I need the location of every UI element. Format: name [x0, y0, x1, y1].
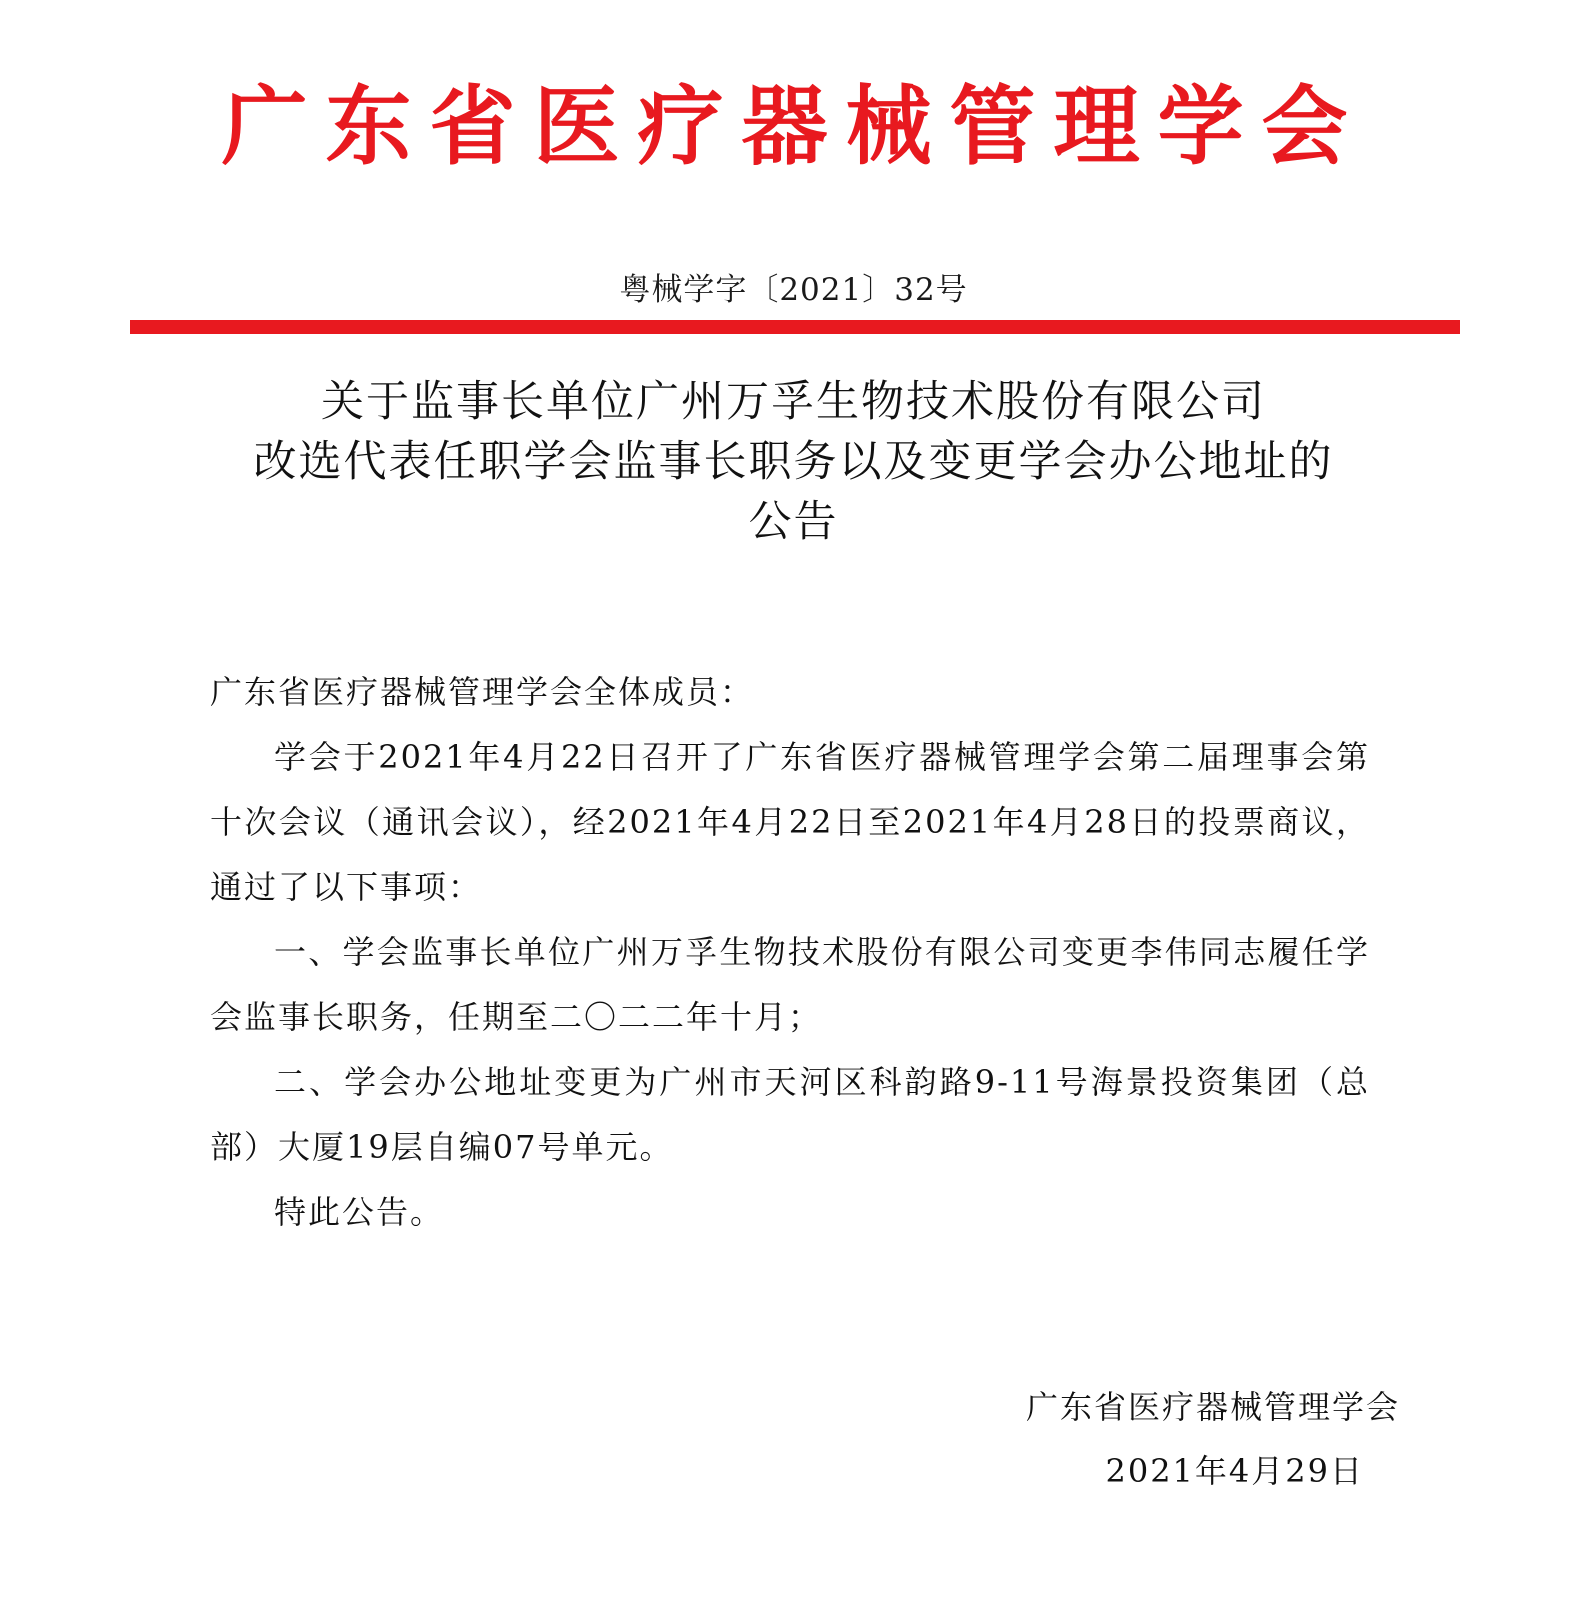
notice-title-line-2: 改选代表任职学会监事长职务以及变更学会办公地址的: [253, 437, 1334, 487]
signature-org: 广东省医疗器械管理学会: [1025, 1388, 1400, 1426]
letterhead-org-name: 广东省医疗器械管理学会: [221, 77, 1366, 177]
body-paragraph-meeting: 学会于2021年4月22日召开了广东省医疗器械管理学会第二届理事会第十次会议（通讯会议），经2021年4月22日至2021年4月28日的投票商议，通过了以下事项：: [210, 738, 1370, 906]
signature-block: [1026, 1375, 1400, 1503]
body-paragraph-item-2: 二、学会办公地址变更为广州市天河区科韵路9-11号海景投资集团（总部）大厦19层自编07号单元。: [210, 1063, 1370, 1166]
salutation: 广东省医疗器械管理学会全体成员：: [210, 673, 755, 711]
notice-title-line-1: 关于监事长单位广州万孚生物技术股份有限公司: [321, 377, 1266, 427]
body-paragraph-closing: 特此公告。: [274, 1193, 445, 1231]
notice-title-line-3: 公告: [748, 497, 839, 547]
red-divider-rule: [130, 320, 1460, 334]
notice-body: [210, 660, 1370, 1245]
notice-title: [180, 372, 1407, 552]
signature-date: 2021年4月29日: [1105, 1452, 1364, 1490]
document-number: 粤械学字〔2021〕32号: [619, 272, 968, 308]
body-paragraph-item-1: 一、学会监事长单位广州万孚生物技术股份有限公司变更李伟同志履任学会监事长职务，任期至二〇二二年十月；: [210, 933, 1370, 1036]
